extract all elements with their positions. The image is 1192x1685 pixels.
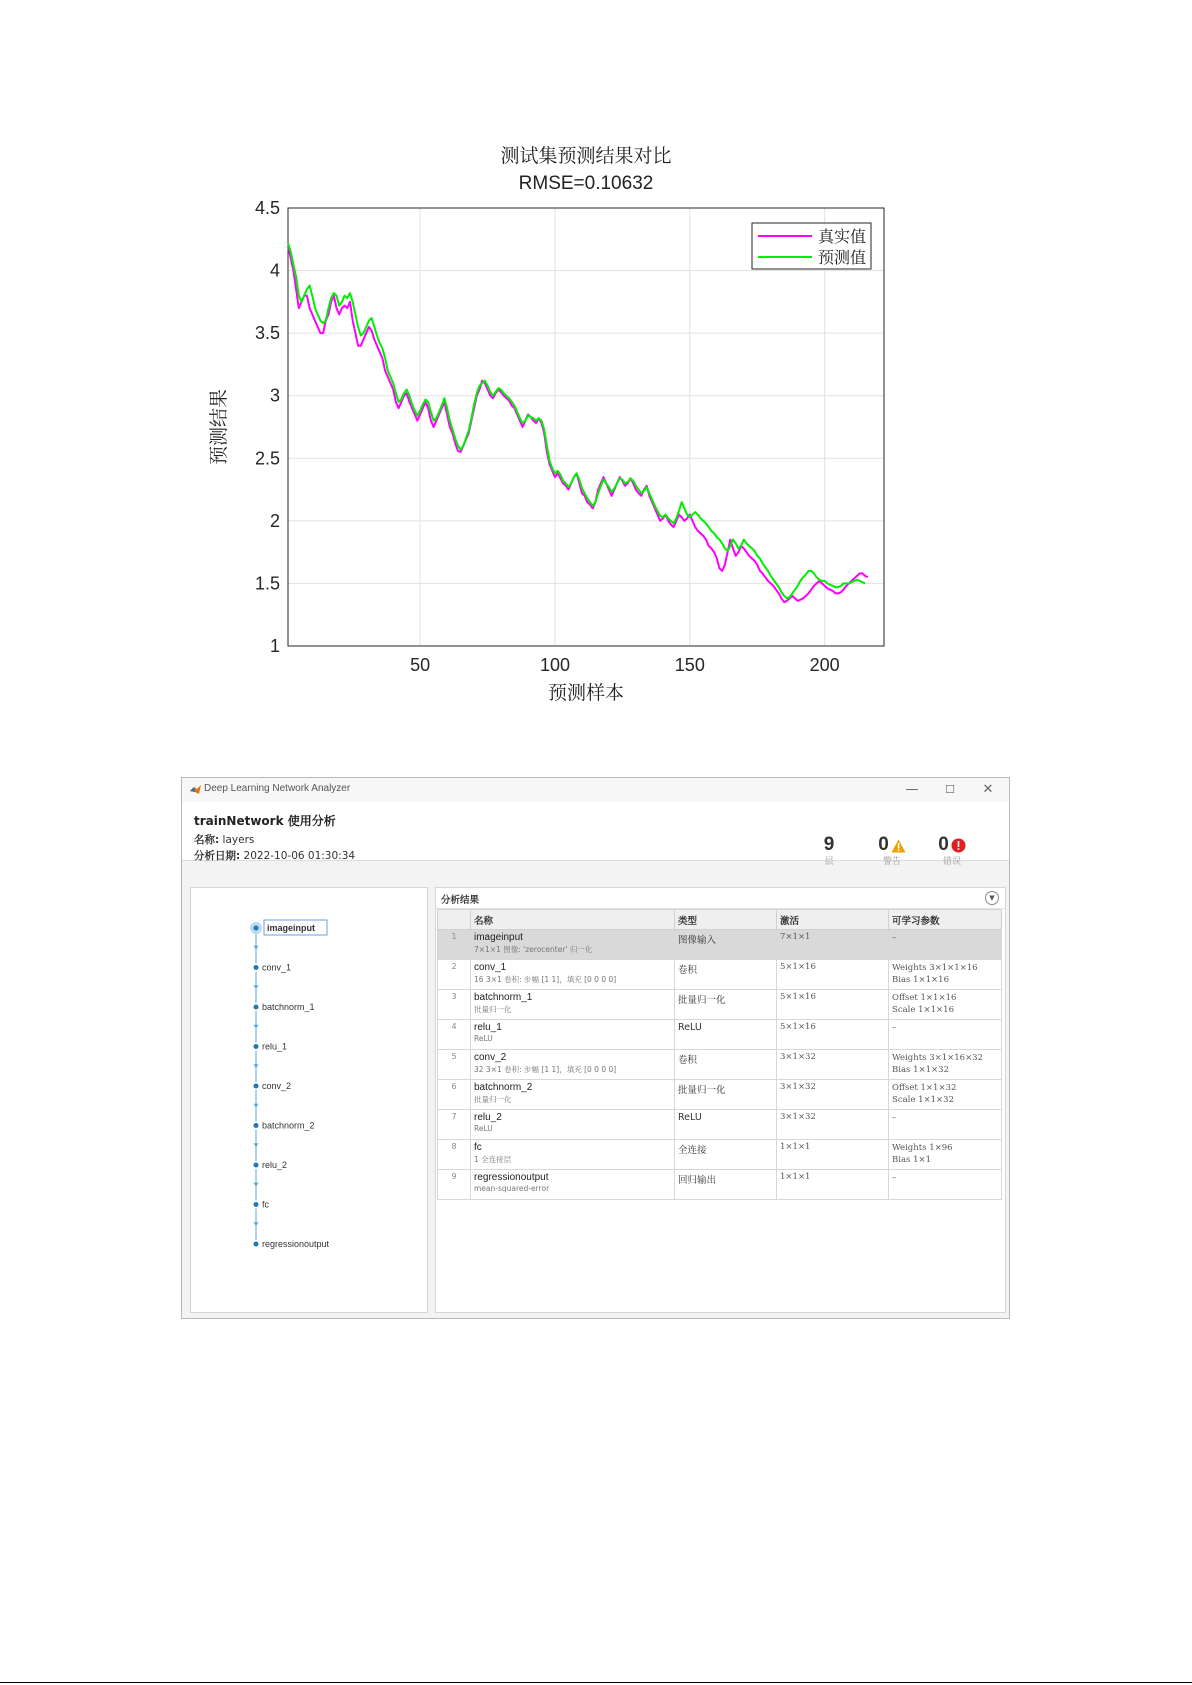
learnables-cell	[889, 960, 1002, 990]
layer-graph	[191, 888, 427, 1312]
row-index: 4	[438, 1020, 471, 1050]
layer-type: ReLU	[675, 1110, 777, 1140]
chart-subtitle: RMSE=0.10632	[518, 173, 654, 194]
warnings-count-label: 警告	[882, 857, 901, 867]
graph-node-label: batchnorm_1	[262, 1002, 315, 1012]
maximize-button[interactable]: ☐	[945, 783, 955, 796]
learnables-cell	[889, 930, 1002, 960]
layer-type: 卷积	[675, 960, 777, 990]
row-index: 1	[438, 930, 471, 960]
analysis-title: trainNetwork 使用分析	[194, 814, 336, 828]
layer-activation: 3×1×32	[777, 1110, 889, 1140]
y-tick-label: 3	[269, 385, 280, 406]
layer-name: conv_2	[474, 1052, 507, 1063]
y-tick-label: 2	[269, 510, 280, 531]
learnable-param: Scale 1×1×32	[892, 1095, 954, 1105]
layer-type: 卷积	[675, 1050, 777, 1080]
series-line-pred	[288, 243, 865, 598]
graph-arrow-icon	[254, 1222, 259, 1226]
chart-title: 测试集预测结果对比	[500, 145, 672, 167]
layers-count-value: 9	[823, 834, 835, 855]
graph-node-conv_2[interactable]	[254, 1084, 259, 1089]
learnables-cell	[889, 1140, 1002, 1170]
collapse-toggle-icon[interactable]: ▼	[985, 891, 999, 905]
col-type[interactable]: 类型	[675, 910, 777, 930]
chart-legend	[752, 223, 871, 269]
table-row[interactable]	[438, 1170, 1002, 1200]
layer-name: relu_2	[474, 1112, 502, 1123]
graph-node-label: relu_1	[262, 1041, 288, 1052]
plot-frame	[288, 208, 884, 646]
minimize-button[interactable]: —	[905, 782, 919, 797]
series-line-true	[288, 246, 868, 603]
layer-type: 全连接	[675, 1140, 777, 1170]
layer-activation: 5×1×16	[777, 1020, 889, 1050]
layer-name: batchnorm_1	[474, 992, 533, 1003]
learnable-param: –	[892, 1173, 897, 1183]
col-index[interactable]	[438, 910, 471, 930]
learnable-param: Weights 3×1×16×32	[892, 1053, 984, 1063]
row-index: 3	[438, 990, 471, 1020]
layers-count-label: 层	[824, 857, 834, 867]
layer-activation: 3×1×32	[777, 1050, 889, 1080]
layer-name: conv_1	[474, 962, 507, 973]
layer-type: 图像输入	[675, 930, 777, 960]
x-tick-label: 50	[410, 655, 431, 675]
learnable-param: Weights 1×96	[892, 1143, 953, 1153]
x-tick-label: 200	[809, 655, 840, 675]
network-analyzer-window	[181, 777, 1010, 1319]
y-tick-label: 2.5	[254, 448, 280, 469]
graph-node-label: imageinput	[267, 923, 316, 933]
y-axis-label: 预测结果	[208, 388, 230, 466]
learnables-cell	[889, 1020, 1002, 1050]
row-index: 7	[438, 1110, 471, 1140]
table-header-row	[438, 910, 1002, 930]
table-row[interactable]	[438, 1050, 1002, 1080]
y-tick-label: 4	[269, 260, 280, 281]
layer-description: 批量归一化	[474, 1095, 512, 1104]
layer-cell	[471, 930, 675, 960]
graph-node-batchnorm_2[interactable]	[254, 1123, 259, 1128]
results-title: 分析结果	[441, 895, 480, 906]
graph-node-label: fc	[262, 1199, 270, 1210]
learnable-param: Weights 3×1×1×16	[892, 963, 978, 973]
layers-count	[799, 834, 859, 867]
warnings-count[interactable]	[862, 834, 922, 867]
layer-activation: 5×1×16	[777, 960, 889, 990]
chart-grid	[288, 208, 884, 646]
learnable-param: –	[892, 1023, 897, 1033]
layer-type: 批量归一化	[675, 990, 777, 1020]
layer-activation: 3×1×32	[777, 1080, 889, 1110]
title-bar	[182, 778, 1009, 803]
results-table	[437, 909, 1002, 1200]
graph-node-label: batchnorm_2	[262, 1120, 315, 1131]
layer-cell	[471, 1050, 675, 1080]
errors-count[interactable]	[922, 834, 982, 867]
network-name-row	[194, 832, 254, 847]
learnables-cell	[889, 1110, 1002, 1140]
window-title: Deep Learning Network Analyzer	[204, 783, 351, 794]
layer-cell	[471, 1020, 675, 1050]
learnable-param: –	[892, 933, 897, 943]
graph-node-relu_2[interactable]	[254, 1163, 259, 1168]
learnable-param: Bias 1×1×32	[892, 1065, 949, 1075]
date-label: 分析日期:	[194, 850, 241, 862]
analysis-results-panel	[435, 887, 1006, 1313]
row-index: 8	[438, 1140, 471, 1170]
results-header	[436, 888, 1005, 909]
layer-activation: 5×1×16	[777, 990, 889, 1020]
learnables-cell	[889, 1080, 1002, 1110]
layer-description: ReLU	[474, 1124, 493, 1133]
layer-name: regressionoutput	[474, 1172, 549, 1183]
table-row[interactable]	[438, 1020, 1002, 1050]
learnables-cell	[889, 1170, 1002, 1200]
graph-node-regressionoutput[interactable]	[254, 1242, 259, 1247]
layer-type: 回归输出	[675, 1170, 777, 1200]
learnable-param: Bias 1×1	[892, 1155, 932, 1165]
layer-activation: 1×1×1	[777, 1140, 889, 1170]
learnables-cell	[889, 1050, 1002, 1080]
y-tick-label: 1.5	[254, 573, 280, 594]
layer-cell	[471, 960, 675, 990]
table-row[interactable]	[438, 960, 1002, 990]
y-tick-label: 3.5	[254, 323, 280, 344]
legend-entry: 真实值	[818, 227, 867, 246]
learnable-param: Offset 1×1×32	[892, 1083, 957, 1093]
graph-arrow-icon	[254, 1064, 259, 1068]
layer-description: 32 3×1 卷积: 步幅 [1 1]，填充 [0 0 0 0]	[474, 1065, 617, 1074]
name-label: 名称:	[194, 834, 220, 846]
graph-arrow-icon	[254, 985, 259, 989]
legend-entry: 预测值	[818, 248, 867, 267]
errors-count-value: 0	[938, 834, 949, 855]
layer-cell	[471, 1170, 675, 1200]
table-row[interactable]	[438, 1110, 1002, 1140]
layer-activation: 1×1×1	[777, 1170, 889, 1200]
graph-node-label: relu_2	[262, 1160, 288, 1170]
col-activation[interactable]: 激活	[777, 910, 889, 930]
row-index: 6	[438, 1080, 471, 1110]
date-value: 2022-10-06 01:30:34	[243, 850, 356, 862]
layer-cell	[471, 1080, 675, 1110]
layer-cell	[471, 1140, 675, 1170]
layer-graph-panel	[190, 887, 428, 1313]
layer-description: 7×1×1 图像: 'zerocenter' 归一化	[474, 945, 593, 954]
x-tick-label: 150	[674, 655, 705, 675]
learnables-cell	[889, 990, 1002, 1020]
learnable-param: Scale 1×1×16	[892, 1005, 954, 1015]
y-tick-label: 1	[269, 636, 280, 656]
layer-name: batchnorm_2	[474, 1082, 533, 1093]
layer-cell	[471, 1110, 675, 1140]
matlab-logo-icon	[190, 784, 201, 795]
graph-arrow-icon	[254, 1104, 259, 1108]
col-learnables[interactable]: 可学习参数	[889, 910, 1002, 930]
layer-name: fc	[474, 1142, 482, 1153]
layer-name: relu_1	[474, 1022, 502, 1033]
layer-description: 批量归一化	[474, 1005, 512, 1014]
chart-svg	[200, 140, 960, 780]
page-bottom-rule	[0, 1682, 1192, 1683]
graph-node-batchnorm_1[interactable]	[254, 1005, 259, 1010]
layer-type: 批量归一化	[675, 1080, 777, 1110]
layer-cell	[471, 990, 675, 1020]
graph-node-conv_1[interactable]	[254, 965, 259, 970]
graph-node-label: regressionoutput	[262, 1239, 330, 1249]
layer-type: ReLU	[675, 1020, 777, 1050]
table-row[interactable]	[438, 1080, 1002, 1110]
graph-arrow-icon	[254, 1025, 259, 1029]
table-row[interactable]	[438, 990, 1002, 1020]
table-row[interactable]	[438, 1140, 1002, 1170]
graph-arrow-icon	[254, 1183, 259, 1187]
x-axis-label: 预测样本	[547, 682, 625, 704]
graph-node-label: conv_1	[262, 962, 292, 973]
close-button[interactable]: ✕	[982, 782, 994, 797]
graph-node-fc[interactable]	[254, 1202, 259, 1207]
prediction-comparison-chart	[200, 140, 960, 780]
errors-count-label: 错误	[942, 857, 961, 867]
layer-activation: 7×1×1	[777, 930, 889, 960]
col-name[interactable]: 名称	[471, 910, 675, 930]
layer-description: 16 3×1 卷积: 步幅 [1 1]，填充 [0 0 0 0]	[474, 975, 617, 984]
graph-arrow-icon	[254, 1143, 259, 1147]
row-index: 2	[438, 960, 471, 990]
learnable-param: Bias 1×1×16	[892, 975, 949, 985]
error-icon	[951, 838, 966, 853]
name-value: layers	[222, 834, 255, 846]
layer-name: imageinput	[474, 932, 523, 943]
row-index: 5	[438, 1050, 471, 1080]
y-tick-label: 4.5	[254, 198, 280, 218]
layer-description: 1 全连接层	[474, 1155, 512, 1164]
learnable-param: Offset 1×1×16	[892, 993, 957, 1003]
row-index: 9	[438, 1170, 471, 1200]
layer-description: mean-squared-error	[474, 1184, 550, 1193]
warnings-count-value: 0	[878, 834, 889, 855]
x-tick-label: 100	[539, 655, 571, 675]
graph-node-imageinput[interactable]	[254, 926, 259, 931]
learnable-param: –	[892, 1113, 897, 1123]
analysis-header	[182, 802, 1009, 867]
graph-node-label: conv_2	[262, 1081, 292, 1091]
graph-arrow-icon	[254, 946, 259, 950]
layer-description: ReLU	[474, 1034, 493, 1043]
graph-node-relu_1[interactable]	[254, 1044, 259, 1049]
table-row[interactable]	[438, 930, 1002, 960]
analysis-date-row	[194, 848, 355, 863]
warning-icon	[891, 839, 906, 853]
